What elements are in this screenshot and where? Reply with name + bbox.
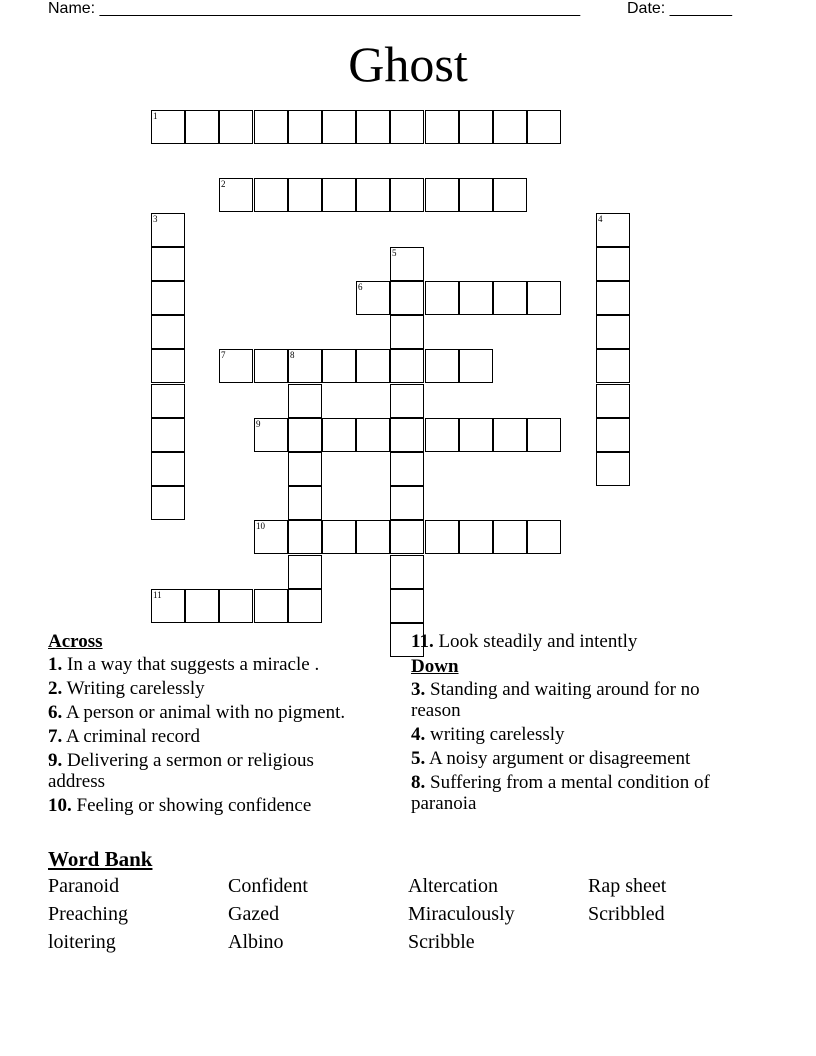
clue-number: 4 (598, 214, 603, 224)
grid-cell[interactable] (390, 589, 424, 623)
date-field-label: Date: _______ (627, 0, 732, 17)
down-heading: Down (411, 656, 459, 677)
grid-cell[interactable] (390, 520, 424, 554)
grid-cell[interactable] (185, 589, 219, 623)
clue-number: 5 (392, 248, 397, 258)
grid-cell[interactable] (493, 110, 527, 144)
grid-cell[interactable] (596, 213, 630, 247)
grid-cell[interactable] (459, 349, 493, 383)
grid-cell[interactable] (425, 110, 459, 144)
across-clue-1: 1. In a way that suggests a miracle . (48, 654, 320, 675)
grid-cell[interactable] (219, 349, 253, 383)
across-heading: Across (48, 631, 103, 652)
grid-cell[interactable] (596, 452, 630, 486)
grid-cell[interactable] (390, 315, 424, 349)
across-clue-7: 7. A criminal record (48, 726, 200, 747)
grid-cell[interactable] (322, 349, 356, 383)
grid-cell[interactable] (322, 418, 356, 452)
across-clue-9: 9. Delivering a sermon or religious address (48, 750, 314, 792)
grid-cell[interactable] (254, 110, 288, 144)
grid-cell[interactable] (288, 555, 322, 589)
grid-cell[interactable] (459, 520, 493, 554)
grid-cell[interactable] (254, 418, 288, 452)
grid-cell[interactable] (527, 520, 561, 554)
grid-cell[interactable] (459, 281, 493, 315)
clues-left-column (48, 630, 358, 819)
grid-cell[interactable] (151, 315, 185, 349)
grid-cell[interactable] (288, 452, 322, 486)
grid-cell[interactable] (493, 178, 527, 212)
grid-cell[interactable] (254, 178, 288, 212)
grid-cell[interactable] (390, 384, 424, 418)
grid-cell[interactable] (425, 178, 459, 212)
grid-cell[interactable] (185, 110, 219, 144)
puzzle-title: Ghost (348, 36, 468, 92)
clue-number: 3 (153, 214, 158, 224)
grid-cell[interactable] (219, 589, 253, 623)
clue-number: 1 (153, 111, 158, 121)
grid-cell[interactable] (288, 178, 322, 212)
grid-cell[interactable] (288, 418, 322, 452)
grid-cell[interactable] (356, 349, 390, 383)
word-bank-item: Confident (228, 875, 308, 897)
word-bank-item: Miraculously (408, 903, 515, 925)
grid-cell[interactable] (425, 520, 459, 554)
grid-cell[interactable] (527, 418, 561, 452)
grid-cell[interactable] (288, 486, 322, 520)
grid-cell[interactable] (356, 520, 390, 554)
grid-cell[interactable] (596, 247, 630, 281)
down-clue-3: 3. Standing and waiting around for no reason (411, 679, 700, 721)
grid-cell[interactable] (390, 247, 424, 281)
grid-cell[interactable] (254, 589, 288, 623)
word-bank-item: Scribbled (588, 903, 665, 925)
grid-cell[interactable] (527, 110, 561, 144)
clue-number: 8 (290, 350, 295, 360)
grid-cell[interactable] (596, 281, 630, 315)
grid-cell[interactable] (288, 589, 322, 623)
grid-cell[interactable] (254, 520, 288, 554)
word-bank-item: Altercation (408, 875, 498, 897)
grid-cell[interactable] (151, 349, 185, 383)
clue-number: 9 (256, 419, 261, 429)
grid-cell[interactable] (390, 418, 424, 452)
clues-right-column (411, 631, 751, 817)
grid-cell[interactable] (151, 589, 185, 623)
down-clue-4: 4. writing carelessly (411, 724, 565, 745)
grid-cell[interactable] (527, 281, 561, 315)
word-bank-item: Albino (228, 931, 284, 953)
word-bank-item: Scribble (408, 931, 475, 953)
word-bank-item: loitering (48, 931, 116, 953)
down-clue-5: 5. A noisy argument or disagreement (411, 748, 691, 769)
grid-cell[interactable] (151, 452, 185, 486)
grid-cell[interactable] (356, 281, 390, 315)
grid-cell[interactable] (219, 178, 253, 212)
across-clue-6: 6. A person or animal with no pigment. (48, 702, 346, 723)
grid-cell[interactable] (356, 418, 390, 452)
grid-cell[interactable] (425, 349, 459, 383)
grid-cell[interactable] (459, 418, 493, 452)
grid-cell[interactable] (459, 110, 493, 144)
grid-cell[interactable] (390, 486, 424, 520)
grid-cell[interactable] (322, 110, 356, 144)
word-bank-list (48, 874, 768, 954)
grid-cell[interactable] (596, 418, 630, 452)
across-clue-10: 10. Feeling or showing confidence (48, 795, 312, 816)
grid-cell[interactable] (596, 349, 630, 383)
word-bank-item: Paranoid (48, 875, 120, 897)
grid-cell[interactable] (356, 178, 390, 212)
grid-cell[interactable] (151, 486, 185, 520)
grid-cell[interactable] (288, 349, 322, 383)
grid-cell[interactable] (254, 349, 288, 383)
grid-cell[interactable] (425, 281, 459, 315)
grid-cell[interactable] (390, 110, 424, 144)
clue-number: 10 (256, 521, 265, 531)
down-clue-8: 8. Suffering from a mental condition of paranoia (411, 772, 710, 814)
word-bank-title: Word Bank (48, 847, 153, 871)
word-bank-item: Rap sheet (588, 875, 667, 897)
grid-cell[interactable] (493, 281, 527, 315)
grid-cell[interactable] (151, 213, 185, 247)
clue-number: 6 (358, 282, 363, 292)
grid-cell[interactable] (151, 247, 185, 281)
grid-cell[interactable] (322, 178, 356, 212)
grid-cell[interactable] (390, 555, 424, 589)
across-clue-2: 2. Writing carelessly (48, 678, 205, 699)
grid-cell[interactable] (151, 281, 185, 315)
clue-number: 11 (153, 590, 162, 600)
grid-cell[interactable] (288, 110, 322, 144)
grid-cell[interactable] (151, 384, 185, 418)
grid-cell[interactable] (151, 418, 185, 452)
grid-cell[interactable] (390, 178, 424, 212)
grid-cell[interactable] (322, 520, 356, 554)
grid-cell[interactable] (493, 520, 527, 554)
clue-number: 2 (221, 179, 226, 189)
name-field-label: Name: ______________________________________________________ (48, 0, 581, 17)
grid-cell[interactable] (219, 110, 253, 144)
clue-number: 7 (221, 350, 226, 360)
grid-cell[interactable] (390, 349, 424, 383)
grid-cell[interactable] (356, 110, 390, 144)
grid-cell[interactable] (288, 384, 322, 418)
grid-cell[interactable] (459, 178, 493, 212)
grid-cell[interactable] (390, 281, 424, 315)
word-bank-item: Gazed (228, 903, 280, 925)
grid-cell[interactable] (288, 520, 322, 554)
grid-cell[interactable] (596, 315, 630, 349)
across-clue-11: 11. Look steadily and intently (411, 631, 638, 652)
grid-cell[interactable] (390, 452, 424, 486)
grid-cell[interactable] (151, 110, 185, 144)
word-bank-item: Preaching (48, 903, 128, 925)
grid-cell[interactable] (493, 418, 527, 452)
grid-cell[interactable] (596, 384, 630, 418)
grid-cell[interactable] (425, 418, 459, 452)
